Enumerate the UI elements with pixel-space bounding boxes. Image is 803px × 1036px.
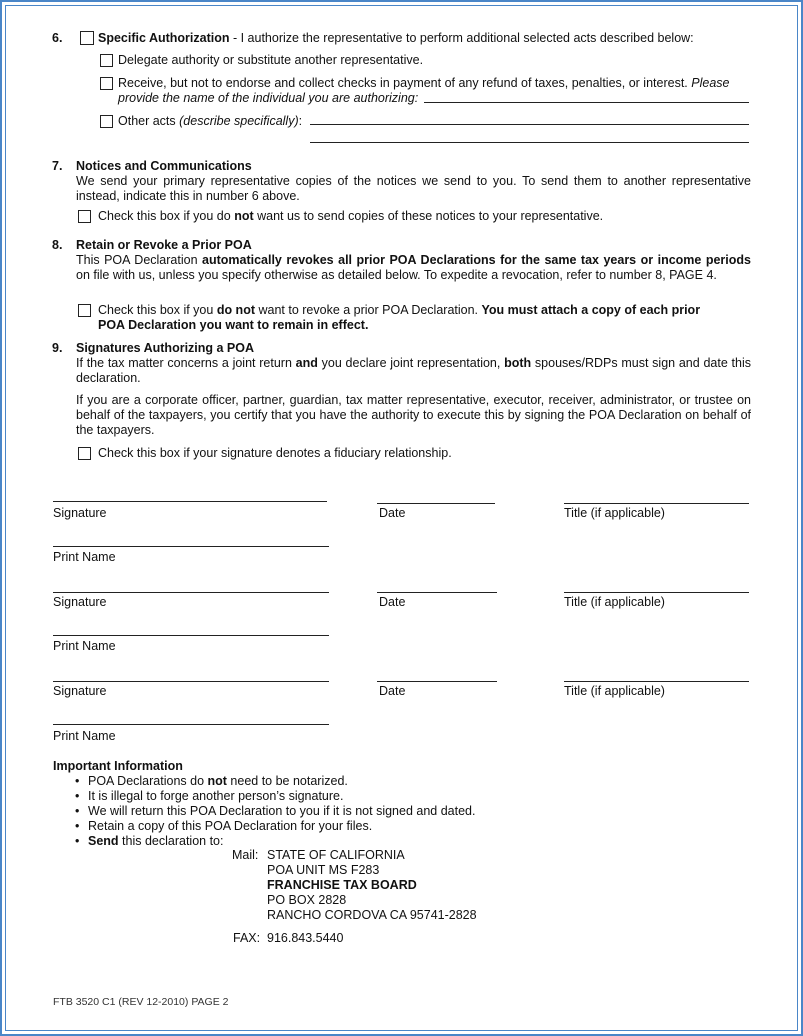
print-name-label-2: Print Name	[53, 639, 116, 653]
receive-checks-text: Receive, but not to endorse and collect checks in payment of any refund of taxes, penalties, or interest.	[118, 76, 688, 90]
section-9-officer-text: If you are a corporate officer, partner, guardian, tax matter representative, executor, receiver, administrator, or trustee on behalf of the taxpayers, you certify that you have the authority to execute this by signing the POA Declaration on behalf of the taxpayers.	[76, 393, 751, 437]
section-9-joint-both: both	[504, 356, 532, 370]
date-line-1[interactable]	[377, 503, 495, 504]
no-notice-copies-checkbox[interactable]	[78, 210, 91, 223]
fiduciary-checkbox[interactable]	[78, 447, 91, 460]
keep-prior-poa-text-2: want to revoke a prior POA Declaration.	[255, 303, 482, 317]
section-7-title: Notices and Communications	[76, 159, 252, 173]
date-label-3: Date	[379, 684, 406, 698]
no-notice-copies-text-1: Check this box if you do	[98, 209, 235, 223]
title-label-2: Title (if applicable)	[564, 595, 665, 609]
bullet: •	[75, 789, 80, 803]
other-acts-line-2[interactable]	[310, 142, 749, 143]
no-notice-copies-not: not	[234, 209, 254, 223]
bullet: •	[75, 834, 80, 848]
keep-prior-poa-attach-2: POA Declaration you want to remain in effect.	[98, 318, 369, 332]
info-item-notarized	[88, 774, 348, 789]
other-acts-colon: :	[298, 114, 303, 128]
print-name-line-3[interactable]	[53, 724, 329, 725]
title-line-3[interactable]	[564, 681, 749, 682]
print-name-line-1[interactable]	[53, 546, 329, 547]
date-line-3[interactable]	[377, 681, 497, 682]
form-footer: FTB 3520 C1 (REV 12-2010) PAGE 2	[53, 996, 229, 1008]
section-7-text: We send your primary representative copies of the notices we send to you. To send them to another representative instead, indicate this in number 6 above.	[76, 174, 751, 203]
print-name-label-1: Print Name	[53, 550, 116, 564]
other-acts-line-1[interactable]	[310, 124, 749, 125]
signature-label-1: Signature	[53, 506, 107, 520]
fax-number: 916.843.5440	[267, 931, 344, 945]
other-acts-text: Other acts	[118, 114, 180, 128]
bullet: •	[75, 819, 80, 833]
signature-label-2: Signature	[53, 595, 107, 609]
keep-prior-poa-attach: You must attach a copy of each prior	[481, 303, 701, 317]
keep-prior-poa-label	[98, 303, 700, 318]
section-9-joint-2: you declare joint representation,	[317, 356, 505, 370]
date-label-2: Date	[379, 595, 406, 609]
title-line-2[interactable]	[564, 592, 749, 593]
authorized-individual-name-line[interactable]	[424, 102, 749, 103]
signature-line-1[interactable]	[53, 501, 327, 502]
signature-label-3: Signature	[53, 684, 107, 698]
title-line-1[interactable]	[564, 503, 749, 504]
bullet: •	[75, 774, 80, 788]
receive-checks-label	[118, 76, 730, 91]
mail-address-line-2: POA UNIT MS F283	[267, 863, 380, 877]
info-item-notarized-2: need to be notarized.	[226, 774, 348, 788]
info-item-send-bold: Send	[88, 834, 119, 848]
date-label-1: Date	[379, 506, 406, 520]
signature-line-3[interactable]	[53, 681, 329, 682]
info-item-notarized-not: not	[207, 774, 227, 788]
receive-checks-name-prompt: provide the name of the individual you are authorizing:	[118, 91, 419, 105]
info-item-notarized-1: POA Declarations do	[88, 774, 208, 788]
info-item-retain: Retain a copy of this POA Declaration for your files.	[88, 819, 373, 833]
receive-checks-please: Please	[691, 76, 730, 90]
fax-label: FAX:	[233, 931, 261, 945]
section-9-number: 9.	[52, 341, 63, 355]
info-item-send-text: this declaration to:	[118, 834, 224, 848]
section-8-title: Retain or Revoke a Prior POA	[76, 238, 252, 252]
print-name-label-3: Print Name	[53, 729, 116, 743]
section-7-number: 7.	[52, 159, 63, 173]
section-9-title: Signatures Authorizing a POA	[76, 341, 255, 355]
section-6-intro: - I authorize the representative to perform additional selected acts described below:	[229, 31, 694, 45]
important-info-title: Important Information	[53, 759, 183, 773]
keep-prior-poa-do-not: do not	[216, 303, 255, 317]
no-notice-copies-text-2: want us to send copies of these notices to your representative.	[253, 209, 604, 223]
specific-authorization-checkbox[interactable]	[80, 31, 94, 45]
section-6-number: 6.	[52, 31, 63, 45]
mail-address-line-3: FRANCHISE TAX BOARD	[267, 878, 417, 892]
no-notice-copies-label	[98, 209, 603, 224]
fiduciary-label: Check this box if your signature denotes a fiduciary relationship.	[98, 446, 452, 460]
section-8-text-bold: automatically revokes all prior POA Declarations for the same tax years or income periods	[202, 253, 751, 267]
mail-address-line-5: RANCHO CORDOVA CA 95741-2828	[267, 908, 477, 922]
section-6-title: Specific Authorization	[98, 31, 230, 45]
receive-checks-checkbox[interactable]	[100, 77, 113, 90]
section-6-heading	[98, 31, 694, 46]
section-9-joint-text	[76, 356, 751, 386]
keep-prior-poa-text-1: Check this box if you	[98, 303, 217, 317]
info-item-forge: It is illegal to forge another person’s signature.	[88, 789, 344, 803]
date-line-2[interactable]	[377, 592, 497, 593]
delegate-authority-label: Delegate authority or substitute another representative.	[118, 53, 424, 67]
signature-line-2[interactable]	[53, 592, 329, 593]
section-8-text	[76, 253, 751, 283]
section-9-joint-3: spouses/RDPs must sign and date this declaration.	[76, 356, 751, 385]
delegate-authority-checkbox[interactable]	[100, 54, 113, 67]
section-8-text-1: This POA Declaration	[76, 253, 202, 267]
mail-address-line-1: STATE OF CALIFORNIA	[267, 848, 405, 862]
mail-label: Mail:	[232, 848, 259, 862]
section-9-joint-1: If the tax matter concerns a joint return	[76, 356, 296, 370]
section-8-text-2: on file with us, unless you specify otherwise as detailed below. To expedite a revocation, refer to number 8, PAGE 4.	[76, 268, 717, 282]
title-label-3: Title (if applicable)	[564, 684, 665, 698]
info-item-send	[88, 834, 223, 849]
other-acts-checkbox[interactable]	[100, 115, 113, 128]
section-9-joint-and: and	[295, 356, 318, 370]
bullet: •	[75, 804, 80, 818]
title-label-1: Title (if applicable)	[564, 506, 665, 520]
mail-address-line-4: PO BOX 2828	[267, 893, 347, 907]
print-name-line-2[interactable]	[53, 635, 329, 636]
other-acts-label	[118, 114, 302, 129]
section-8-number: 8.	[52, 238, 63, 252]
info-item-return: We will return this POA Declaration to you if it is not signed and dated.	[88, 804, 476, 818]
other-acts-describe: (describe specifically)	[179, 114, 299, 128]
keep-prior-poa-checkbox[interactable]	[78, 304, 91, 317]
